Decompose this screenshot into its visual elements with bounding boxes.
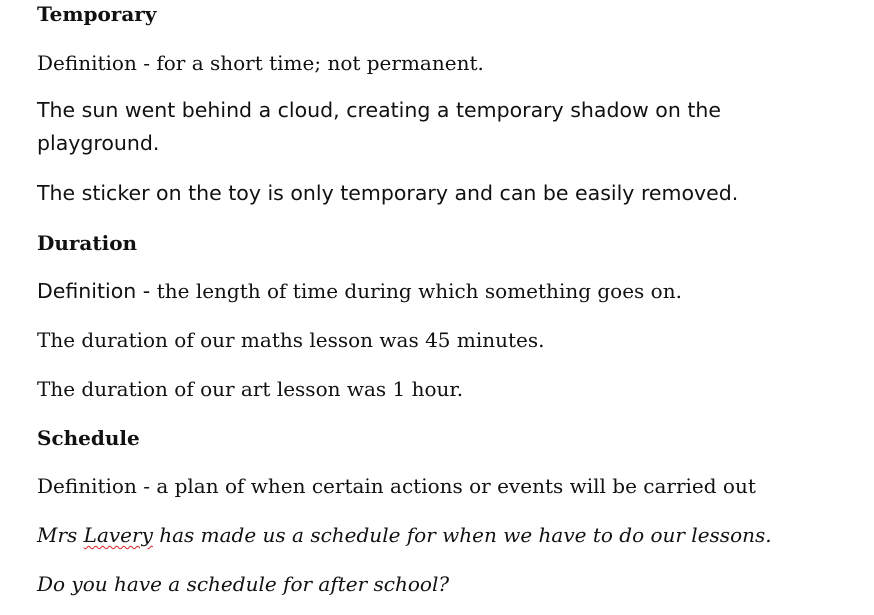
example-duration-1: The duration of our maths lesson was 45 minutes. [37, 328, 545, 352]
definition-temporary [37, 51, 484, 75]
example-temporary-2: The sticker on the toy is only temporary and can be easily removed. [37, 181, 739, 205]
spellcheck-flagged-word[interactable]: Lavery [83, 523, 153, 547]
example-schedule-2: Do you have a schedule for after school? [37, 572, 450, 596]
heading-temporary: Temporary [37, 2, 157, 26]
heading-duration: Duration [37, 231, 138, 255]
heading-schedule: Schedule [37, 426, 140, 450]
definition-label: Definition - [37, 474, 157, 498]
definition-text: for a short time; not permanent. [156, 51, 484, 75]
example-temporary-1a: The sun went behind a cloud, creating a temporary shadow on the [37, 98, 721, 122]
definition-label: Definition - [37, 51, 157, 75]
example-schedule-1: Mrs Lavery has made us a schedule for when we have to do our lessons. [37, 523, 772, 547]
example-duration-2: The duration of our art lesson was 1 hour. [37, 377, 464, 401]
definition-text: a plan of when certain actions or events will be carried out [156, 474, 756, 498]
example-temporary-1b: playground. [37, 131, 160, 155]
definition-label: Definition - [37, 279, 157, 303]
definition-duration [37, 279, 682, 303]
definition-text: the length of time during which something goes on. [156, 279, 682, 303]
definition-schedule [37, 474, 756, 498]
